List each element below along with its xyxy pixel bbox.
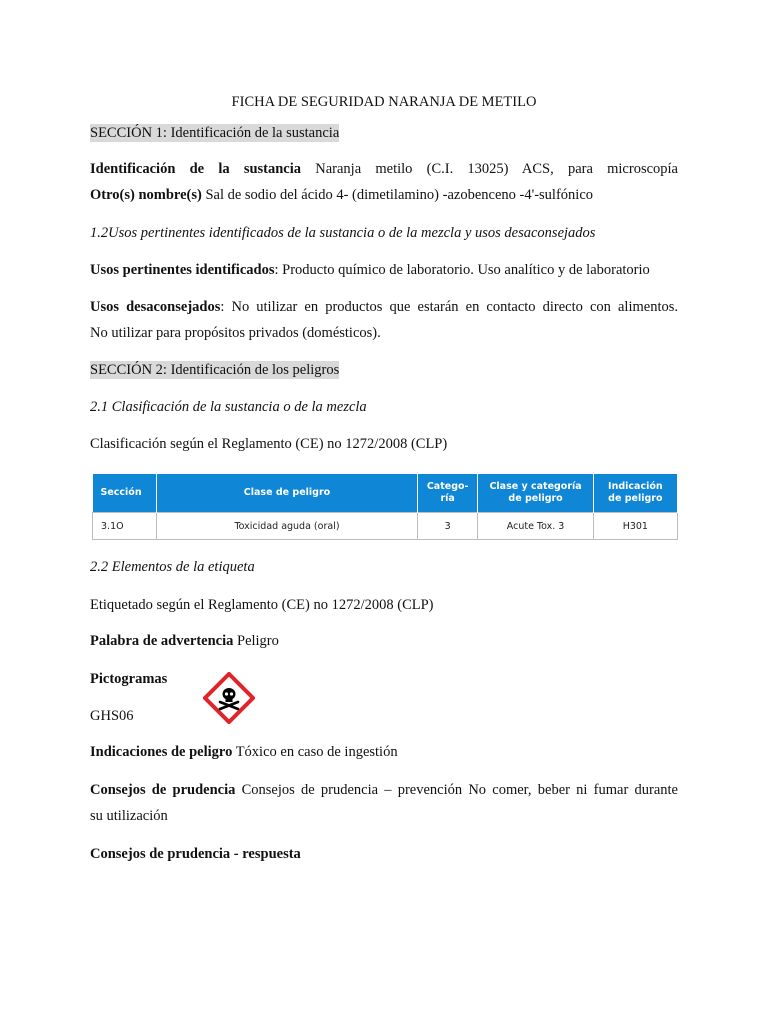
discouraged-uses-cont: No utilizar para propósitos privados (domésticos). <box>90 325 381 341</box>
table-header: Catego- ría <box>417 474 478 513</box>
label-elements-heading: 2.2 Elementos de la etiqueta <box>90 559 255 575</box>
table-header: Clase de peligro <box>157 474 418 513</box>
table-header-row <box>93 474 678 513</box>
pictograms-label: Pictogramas <box>90 671 168 687</box>
table-cell: Acute Tox. 3 <box>478 513 593 540</box>
table-cell: 3 <box>417 513 478 540</box>
table-header: Indicación de peligro <box>593 474 677 513</box>
hazard-classification-table <box>92 474 678 540</box>
document-title: FICHA DE SEGURIDAD NARANJA DE METILO <box>231 94 537 110</box>
table-row <box>93 513 678 540</box>
labeling-text: Etiquetado según el Reglamento (CE) no 1272/2008 (CLP) <box>90 597 434 613</box>
hazard-statements: Indicaciones de peligro Tóxico en caso de ingestión <box>90 744 398 760</box>
classification-heading: 2.1 Clasificación de la sustancia o de la mezcla <box>90 399 367 415</box>
discouraged-uses: Usos desaconsejados: No utilizar en productos que estarán en contacto directo con alimentos. <box>90 299 678 315</box>
section1-heading: SECCIÓN 1: Identificación de la sustancia <box>90 125 340 141</box>
substance-identification: Identificación de la sustancia Naranja metilo (C.I. 13025) ACS, para microscopía <box>90 161 678 177</box>
classification-text: Clasificación según el Reglamento (CE) no 1272/2008 (CLP) <box>90 436 448 452</box>
precautionary-statements: Consejos de prudencia Consejos de prudencia – prevención No comer, beber ni fumar durante <box>90 782 678 798</box>
table-cell: H301 <box>593 513 677 540</box>
section2-heading: SECCIÓN 2: Identificación de los peligros <box>90 362 340 378</box>
table-header: Sección <box>93 474 157 513</box>
precautionary-response: Consejos de prudencia - respuesta <box>90 846 301 862</box>
identified-uses: Usos pertinentes identificados: Producto químico de laboratorio. Uso analítico y de laboratorio <box>90 262 650 278</box>
signal-word: Palabra de advertencia Peligro <box>90 633 279 649</box>
other-names: Otro(s) nombre(s) Sal de sodio del ácido 4- (dimetilamino) -azobenceno -4'-sulfónico <box>90 187 594 203</box>
pictogram-code: GHS06 <box>90 708 134 724</box>
precautionary-statements-cont: su utilización <box>90 808 168 824</box>
table-cell: 3.1O <box>93 513 157 540</box>
table-cell: Toxicidad aguda (oral) <box>157 513 418 540</box>
table-header: Clase y categoría de peligro <box>478 474 593 513</box>
uses-heading: 1.2Usos pertinentes identificados de la sustancia o de la mezcla y usos desaconsejados <box>90 225 596 241</box>
